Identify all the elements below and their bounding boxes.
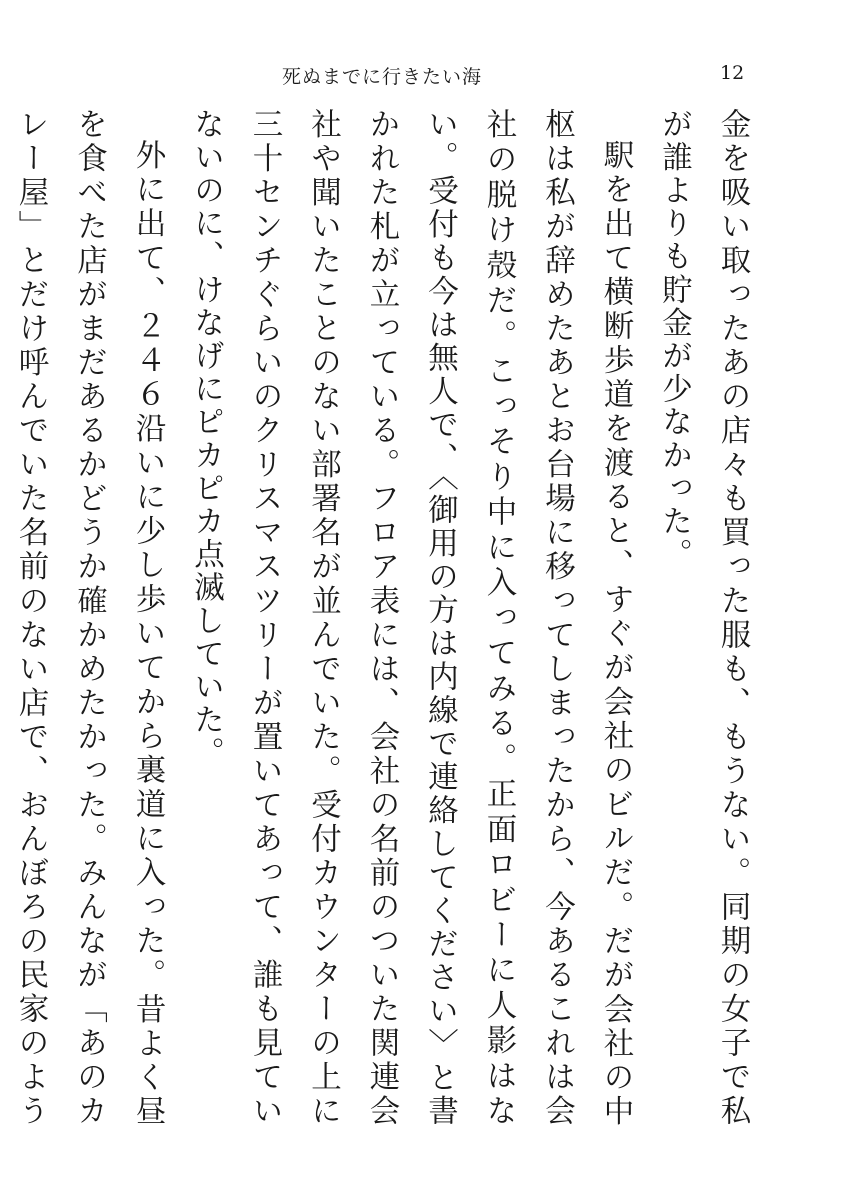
running-title: 死ぬまでに行きたい海 (282, 66, 483, 88)
paragraph-3: 外に出て、２４６沿いに少し歩いてから裏道に入った。昔よく昼を食べた店がまだあるかどうか確かめたかった。みんなが「あのカレー屋」とだけ呼んでいた名前のない店で、おんぼろの民家のよう (13, 108, 165, 1128)
paragraph-2: 駅を出て横断歩道を渡ると、すぐが会社のビルだ。だが会社の中枢は私が辞めたあとお台場に移ってしまったから、今あるこれは会社の脱け殻だ。こっそり中に入ってみる。正面ロビーに人影はない。受付も今は無人で、〈御用の方は内線で連絡してください〉と書かれた札が立っている。フロア表には、会社の名前のついた関連会社や聞いたことのない部署名が並んでいた。受付カウンターの上に三十センチぐらいのクリスマスツリーが置いてあって、誰も見ていないのに、けなげにピカピカ点滅していた。 (188, 108, 633, 1128)
page-number: 12 (720, 62, 745, 84)
vertical-text-body (13, 108, 761, 1128)
paragraph-1: 金を吸い取ったあの店々も買った服も、もうない。同期の女子で私が誰よりも貯金が少なかった。 (656, 108, 750, 1128)
